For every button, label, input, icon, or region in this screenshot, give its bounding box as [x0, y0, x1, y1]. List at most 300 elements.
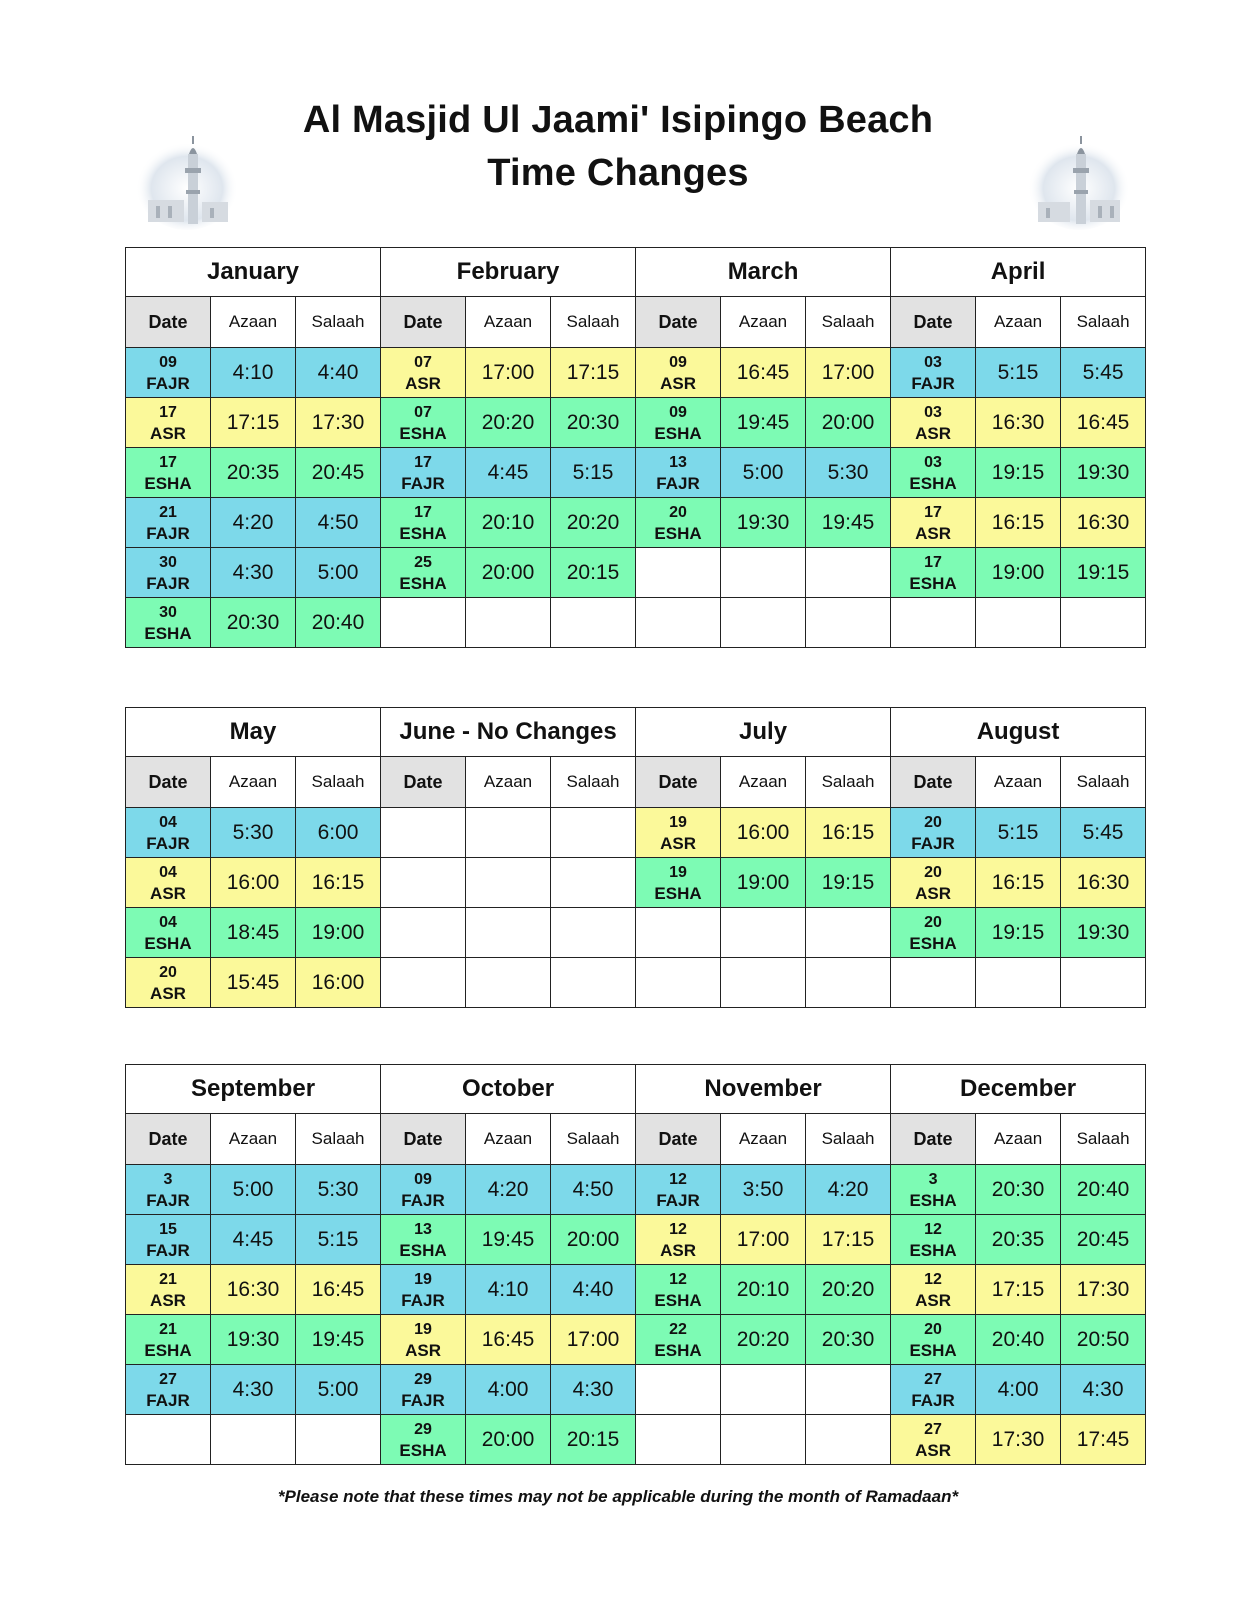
prayer-name: FAJR: [911, 1390, 955, 1410]
table-row: [126, 1215, 1146, 1265]
empty-cell: [551, 958, 636, 1008]
day-number: 17: [414, 453, 432, 471]
day-number: 04: [159, 863, 177, 881]
date-header: Date: [381, 297, 466, 348]
azaan-time: 19:15: [976, 908, 1061, 958]
date-cell: [381, 398, 466, 448]
month-name: August: [891, 708, 1146, 757]
prayer-name: ASR: [150, 883, 186, 903]
salaah-time: 4:30: [1061, 1365, 1146, 1415]
day-number: 04: [159, 913, 177, 931]
azaan-time: 19:45: [466, 1215, 551, 1265]
date-cell: [636, 348, 721, 398]
day-number: 3: [163, 1170, 173, 1188]
month-name: October: [381, 1065, 636, 1114]
table-row: [126, 1265, 1146, 1315]
day-number: 29: [414, 1370, 432, 1388]
prayer-name: FAJR: [146, 1190, 190, 1210]
prayer-name: ESHA: [144, 933, 192, 953]
prayer-name: ESHA: [399, 1440, 447, 1460]
month-name: May: [126, 708, 381, 757]
table-row: [126, 958, 1146, 1008]
azaan-time: 4:30: [211, 548, 296, 598]
day-number: 20: [924, 813, 942, 831]
date-cell: [636, 1315, 721, 1365]
empty-cell: [636, 958, 721, 1008]
salaah-time: 5:15: [296, 1215, 381, 1265]
prayer-name: ESHA: [144, 623, 192, 643]
salaah-time: 20:30: [806, 1315, 891, 1365]
salaah-time: 20:45: [296, 448, 381, 498]
prayer-name: ASR: [405, 373, 441, 393]
empty-cell: [721, 908, 806, 958]
day-number: 25: [414, 553, 432, 571]
prayer-name: FAJR: [146, 373, 190, 393]
day-number: 13: [414, 1220, 432, 1238]
salaah-header: Salaah: [551, 1114, 636, 1165]
salaah-header: Salaah: [1061, 297, 1146, 348]
empty-cell: [636, 1365, 721, 1415]
day-number: 22: [669, 1320, 687, 1338]
day-number: 27: [924, 1370, 942, 1388]
date-cell: [126, 398, 211, 448]
prayer-name: ESHA: [399, 423, 447, 443]
azaan-time: 16:30: [211, 1265, 296, 1315]
date-cell: [381, 498, 466, 548]
azaan-time: 17:30: [976, 1415, 1061, 1465]
day-number: 09: [159, 353, 177, 371]
date-cell: [381, 1415, 466, 1465]
day-number: 09: [669, 403, 687, 421]
azaan-time: 19:00: [721, 858, 806, 908]
mosque-minaret-icon: [1026, 132, 1132, 232]
prayer-name: ASR: [660, 373, 696, 393]
date-header: Date: [636, 1114, 721, 1165]
salaah-time: 20:20: [551, 498, 636, 548]
date-cell: [126, 448, 211, 498]
day-number: 3: [928, 1170, 938, 1188]
salaah-time: 20:15: [551, 548, 636, 598]
date-header: Date: [636, 297, 721, 348]
azaan-time: 16:45: [721, 348, 806, 398]
empty-cell: [891, 958, 976, 1008]
empty-cell: [381, 908, 466, 958]
prayer-name: ESHA: [909, 473, 957, 493]
salaah-time: 20:30: [551, 398, 636, 448]
prayer-name: ESHA: [909, 1190, 957, 1210]
azaan-time: 20:30: [976, 1165, 1061, 1215]
date-cell: [891, 1415, 976, 1465]
empty-cell: [636, 548, 721, 598]
salaah-time: 4:50: [296, 498, 381, 548]
salaah-header: Salaah: [296, 757, 381, 808]
salaah-time: 19:30: [1061, 448, 1146, 498]
table-row: [126, 1165, 1146, 1215]
salaah-header: Salaah: [1061, 757, 1146, 808]
azaan-time: 5:15: [976, 348, 1061, 398]
day-number: 17: [159, 453, 177, 471]
salaah-time: 19:30: [1061, 908, 1146, 958]
salaah-time: 16:30: [1061, 858, 1146, 908]
empty-cell: [806, 1365, 891, 1415]
table-row: [126, 1415, 1146, 1465]
empty-cell: [976, 598, 1061, 648]
azaan-header: Azaan: [976, 297, 1061, 348]
date-cell: [891, 808, 976, 858]
day-number: 19: [669, 813, 687, 831]
azaan-time: 4:10: [466, 1265, 551, 1315]
prayer-name: FAJR: [146, 523, 190, 543]
month-name: April: [891, 248, 1146, 297]
empty-cell: [806, 1415, 891, 1465]
prayer-name: ESHA: [909, 573, 957, 593]
prayer-name: FAJR: [146, 1240, 190, 1260]
empty-cell: [381, 858, 466, 908]
azaan-time: 4:30: [211, 1365, 296, 1415]
empty-cell: [636, 908, 721, 958]
schedule-table-3: [125, 1064, 1146, 1465]
azaan-time: 5:30: [211, 808, 296, 858]
day-number: 19: [669, 863, 687, 881]
month-name: December: [891, 1065, 1146, 1114]
empty-cell: [551, 808, 636, 858]
month-name: February: [381, 248, 636, 297]
empty-cell: [721, 598, 806, 648]
salaah-time: 5:00: [296, 1365, 381, 1415]
salaah-header: Salaah: [1061, 1114, 1146, 1165]
date-cell: [891, 448, 976, 498]
azaan-time: 20:00: [466, 1415, 551, 1465]
day-number: 09: [669, 353, 687, 371]
day-number: 17: [924, 503, 942, 521]
schedule-table-2: [125, 707, 1146, 1008]
month-header-row: [126, 248, 1146, 297]
azaan-time: 3:50: [721, 1165, 806, 1215]
azaan-time: 19:15: [976, 448, 1061, 498]
empty-cell: [551, 598, 636, 648]
date-cell: [126, 598, 211, 648]
salaah-time: 20:45: [1061, 1215, 1146, 1265]
prayer-name: ESHA: [399, 523, 447, 543]
empty-cell: [976, 958, 1061, 1008]
table-row: [126, 548, 1146, 598]
empty-cell: [636, 1415, 721, 1465]
day-number: 27: [159, 1370, 177, 1388]
salaah-time: 20:40: [1061, 1165, 1146, 1215]
salaah-time: 19:45: [296, 1315, 381, 1365]
salaah-time: 17:30: [1061, 1265, 1146, 1315]
azaan-time: 16:30: [976, 398, 1061, 448]
date-cell: [381, 1165, 466, 1215]
date-cell: [381, 348, 466, 398]
day-number: 04: [159, 813, 177, 831]
empty-cell: [466, 808, 551, 858]
prayer-name: ESHA: [144, 1340, 192, 1360]
day-number: 03: [924, 403, 942, 421]
date-cell: [126, 858, 211, 908]
column-header-row: [126, 1114, 1146, 1165]
salaah-time: 5:00: [296, 548, 381, 598]
prayer-name: FAJR: [401, 1290, 445, 1310]
date-cell: [126, 1315, 211, 1365]
date-header: Date: [891, 1114, 976, 1165]
footnote: *Please note that these times may not be applicable during the month of Ramadaan*: [277, 1487, 959, 1506]
month-name: March: [636, 248, 891, 297]
day-number: 19: [414, 1270, 432, 1288]
day-number: 07: [414, 353, 432, 371]
date-cell: [891, 1165, 976, 1215]
day-number: 29: [414, 1420, 432, 1438]
day-number: 21: [159, 1270, 177, 1288]
azaan-time: 4:00: [466, 1365, 551, 1415]
date-header: Date: [891, 297, 976, 348]
empty-cell: [381, 808, 466, 858]
date-header: Date: [891, 757, 976, 808]
date-cell: [636, 1215, 721, 1265]
date-cell: [636, 398, 721, 448]
salaah-time: 16:30: [1061, 498, 1146, 548]
salaah-header: Salaah: [806, 1114, 891, 1165]
day-number: 17: [159, 403, 177, 421]
date-cell: [636, 1165, 721, 1215]
prayer-name: ASR: [660, 1240, 696, 1260]
date-header: Date: [636, 757, 721, 808]
date-header: Date: [381, 757, 466, 808]
day-number: 07: [414, 403, 432, 421]
salaah-time: 17:00: [806, 348, 891, 398]
azaan-time: 4:20: [211, 498, 296, 548]
date-cell: [126, 1365, 211, 1415]
azaan-time: 19:30: [211, 1315, 296, 1365]
empty-cell: [806, 548, 891, 598]
empty-cell: [466, 958, 551, 1008]
prayer-name: ASR: [150, 423, 186, 443]
salaah-header: Salaah: [551, 297, 636, 348]
salaah-time: 16:15: [296, 858, 381, 908]
prayer-name: ESHA: [909, 1340, 957, 1360]
salaah-time: 17:15: [551, 348, 636, 398]
azaan-time: 20:20: [466, 398, 551, 448]
salaah-time: 19:00: [296, 908, 381, 958]
azaan-header: Azaan: [721, 757, 806, 808]
month-name: September: [126, 1065, 381, 1114]
date-cell: [891, 1265, 976, 1315]
empty-cell: [466, 858, 551, 908]
prayer-name: FAJR: [401, 473, 445, 493]
azaan-time: 20:20: [721, 1315, 806, 1365]
azaan-time: 4:00: [976, 1365, 1061, 1415]
empty-cell: [551, 858, 636, 908]
prayer-name: ASR: [915, 423, 951, 443]
salaah-time: 20:15: [551, 1415, 636, 1465]
salaah-time: 4:40: [551, 1265, 636, 1315]
azaan-time: 16:45: [466, 1315, 551, 1365]
day-number: 13: [669, 453, 687, 471]
date-cell: [381, 448, 466, 498]
date-cell: [891, 348, 976, 398]
salaah-time: 16:45: [296, 1265, 381, 1315]
salaah-time: 5:30: [806, 448, 891, 498]
azaan-header: Azaan: [466, 757, 551, 808]
azaan-time: 15:45: [211, 958, 296, 1008]
prayer-name: ESHA: [399, 573, 447, 593]
azaan-header: Azaan: [466, 297, 551, 348]
salaah-time: 17:00: [551, 1315, 636, 1365]
column-header-row: [126, 757, 1146, 808]
azaan-time: 4:20: [466, 1165, 551, 1215]
date-cell: [126, 1165, 211, 1215]
date-cell: [636, 1265, 721, 1315]
azaan-time: 17:00: [721, 1215, 806, 1265]
date-cell: [891, 858, 976, 908]
salaah-time: 16:15: [806, 808, 891, 858]
table-row: [126, 398, 1146, 448]
azaan-time: 20:40: [976, 1315, 1061, 1365]
prayer-name: ESHA: [654, 423, 702, 443]
empty-cell: [806, 908, 891, 958]
day-number: 30: [159, 553, 177, 571]
salaah-time: 4:30: [551, 1365, 636, 1415]
azaan-time: 16:00: [721, 808, 806, 858]
date-cell: [126, 958, 211, 1008]
salaah-time: 5:30: [296, 1165, 381, 1215]
salaah-time: 20:40: [296, 598, 381, 648]
salaah-header: Salaah: [551, 757, 636, 808]
salaah-time: 19:15: [1061, 548, 1146, 598]
day-number: 20: [159, 963, 177, 981]
prayer-name: ASR: [915, 1440, 952, 1460]
date-cell: [891, 498, 976, 548]
salaah-time: 17:15: [806, 1215, 891, 1265]
salaah-time: 5:45: [1061, 348, 1146, 398]
azaan-time: 17:15: [211, 398, 296, 448]
date-cell: [381, 1365, 466, 1415]
day-number: 19: [414, 1320, 432, 1338]
prayer-name: ASR: [915, 523, 951, 543]
day-number: 20: [924, 1320, 942, 1338]
date-cell: [126, 908, 211, 958]
date-header: Date: [381, 1114, 466, 1165]
schedule-table-1: [125, 247, 1146, 648]
azaan-header: Azaan: [976, 1114, 1061, 1165]
date-header: Date: [126, 757, 211, 808]
day-number: 20: [669, 503, 687, 521]
day-number: 12: [924, 1270, 942, 1288]
salaah-header: Salaah: [296, 297, 381, 348]
table-row: [126, 598, 1146, 648]
salaah-time: 16:45: [1061, 398, 1146, 448]
empty-cell: [721, 1415, 806, 1465]
month-name: November: [636, 1065, 891, 1114]
prayer-name: ASR: [915, 883, 951, 903]
day-number: 20: [924, 863, 942, 881]
prayer-name: FAJR: [146, 1390, 190, 1410]
date-cell: [126, 498, 211, 548]
day-number: 03: [924, 453, 942, 471]
azaan-header: Azaan: [721, 1114, 806, 1165]
azaan-time: 19:00: [976, 548, 1061, 598]
day-number: 17: [414, 503, 432, 521]
table-row: [126, 348, 1146, 398]
month-header-row: [126, 708, 1146, 757]
azaan-time: 17:00: [466, 348, 551, 398]
salaah-time: 4:50: [551, 1165, 636, 1215]
azaan-time: 17:15: [976, 1265, 1061, 1315]
salaah-time: 16:00: [296, 958, 381, 1008]
empty-cell: [381, 958, 466, 1008]
prayer-name: FAJR: [911, 373, 955, 393]
salaah-header: Salaah: [806, 757, 891, 808]
azaan-time: 5:00: [721, 448, 806, 498]
salaah-header: Salaah: [806, 297, 891, 348]
prayer-name: ASR: [405, 1340, 441, 1360]
empty-cell: [211, 1415, 296, 1465]
empty-cell: [466, 598, 551, 648]
empty-cell: [721, 958, 806, 1008]
salaah-time: 20:50: [1061, 1315, 1146, 1365]
prayer-name: ESHA: [654, 1290, 702, 1310]
prayer-name: ESHA: [909, 933, 957, 953]
table-row: [126, 858, 1146, 908]
month-name: July: [636, 708, 891, 757]
prayer-name: FAJR: [401, 1190, 445, 1210]
azaan-time: 16:15: [976, 498, 1061, 548]
date-cell: [126, 1215, 211, 1265]
date-cell: [636, 808, 721, 858]
date-cell: [381, 548, 466, 598]
empty-cell: [1061, 598, 1146, 648]
empty-cell: [296, 1415, 381, 1465]
title-line-2: Time Changes: [487, 152, 749, 194]
date-cell: [381, 1315, 466, 1365]
prayer-name: ESHA: [654, 1340, 702, 1360]
salaah-time: 19:45: [806, 498, 891, 548]
azaan-header: Azaan: [721, 297, 806, 348]
salaah-time: 4:40: [296, 348, 381, 398]
azaan-time: 5:00: [211, 1165, 296, 1215]
date-cell: [126, 348, 211, 398]
empty-cell: [551, 908, 636, 958]
azaan-time: 4:45: [466, 448, 551, 498]
salaah-time: 5:45: [1061, 808, 1146, 858]
date-header: Date: [126, 297, 211, 348]
date-cell: [126, 1265, 211, 1315]
salaah-time: 4:20: [806, 1165, 891, 1215]
date-cell: [126, 808, 211, 858]
month-header-row: [126, 1065, 1146, 1114]
day-number: 27: [924, 1420, 942, 1438]
empty-cell: [381, 598, 466, 648]
month-name: January: [126, 248, 381, 297]
date-cell: [891, 398, 976, 448]
azaan-time: 20:10: [721, 1265, 806, 1315]
column-header-row: [126, 297, 1146, 348]
salaah-time: 17:45: [1061, 1415, 1146, 1465]
azaan-time: 5:15: [976, 808, 1061, 858]
salaah-time: 17:30: [296, 398, 381, 448]
azaan-header: Azaan: [211, 757, 296, 808]
azaan-time: 4:10: [211, 348, 296, 398]
empty-cell: [1061, 958, 1146, 1008]
empty-cell: [466, 908, 551, 958]
empty-cell: [891, 598, 976, 648]
table-row: [126, 1365, 1146, 1415]
prayer-name: ESHA: [654, 883, 702, 903]
month-name: June - No Changes: [381, 708, 636, 757]
date-cell: [381, 1265, 466, 1315]
date-cell: [636, 858, 721, 908]
prayer-name: FAJR: [656, 1190, 700, 1210]
